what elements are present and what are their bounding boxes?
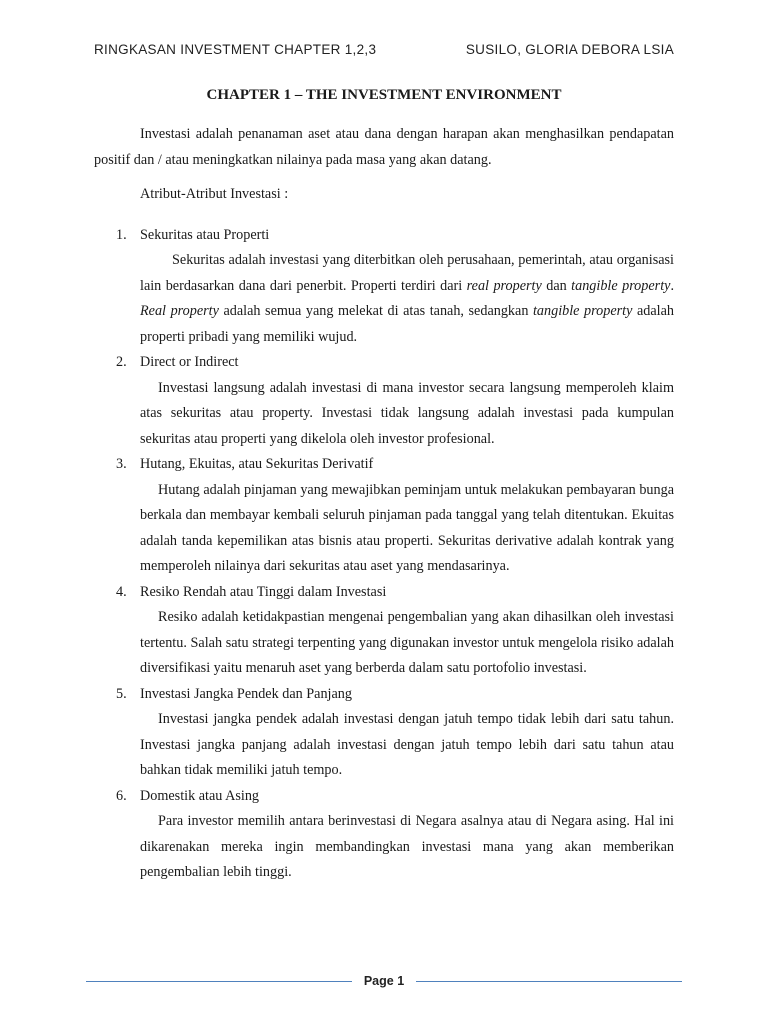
item-description: Resiko adalah ketidakpastian mengenai pengembalian yang akan dihasilkan oleh investasi tertentu. Salah satu strategi terpenting yang digunakan investor untuk mengelola risiko adalah diversifikasi yaitu menaruh aset yang berberda dalam satu portofolio investasi.	[140, 609, 674, 676]
list-item	[94, 350, 674, 452]
item-title: Sekuritas atau Properti	[140, 226, 270, 243]
page-footer	[86, 970, 682, 992]
page-header	[94, 42, 674, 57]
desc-text: Sekuritas adalah investasi yang diterbitkan oleh perusahaan, pemerintah, atau organisasi lain berdasarkan dana dari penerbit. Properti terdiri dari	[140, 252, 674, 294]
item-number: 6.	[116, 787, 127, 804]
item-number: 3.	[116, 456, 127, 472]
item-number: 4.	[116, 583, 127, 600]
header-left-title: RINGKASAN INVESTMENT CHAPTER 1,2,3	[94, 42, 377, 57]
list-item	[94, 682, 674, 784]
item-number: 2.	[116, 354, 127, 370]
footer-rule-right	[416, 981, 682, 982]
item-description: Hutang adalah pinjaman yang mewajibkan peminjam untuk melakukan pembayaran bunga berkala dan membayar kembali seluruh pinjaman pada tanggal yang telah ditentukan. Ekuitas adalah tanda kepemilikan atas bisnis atau properti. Sekuritas derivative adalah kontrak yang memperoleh nilainya dari sekuritas atau aset yang mendasarinya.	[140, 481, 674, 574]
item-description: Para investor memilih antara berinvestasi di Negara asalnya atau di Negara asing. Hal ini dikarenakan mereka ingin membandingkan investasi mana yang akan memberikan pengembalian lebih tinggi.	[140, 813, 674, 880]
desc-italic: tangible property	[532, 303, 633, 319]
desc-text: dan	[541, 277, 572, 294]
item-number: 5.	[116, 685, 127, 702]
item-description: Investasi langsung adalah investasi di mana investor secara langsung memperoleh klaim atas sekuritas atau property. Investasi tidak langsung adalah investasi pada kumpulan sekuritas atau properti yang dikelola oleh investor profesional.	[140, 379, 674, 447]
desc-text: .	[670, 277, 674, 294]
attributes-heading: Atribut-Atribut Investasi :	[140, 186, 289, 202]
chapter-title: CHAPTER 1 – THE INVESTMENT ENVIRONMENT	[206, 87, 562, 103]
desc-italic: Real property	[140, 303, 219, 319]
item-description: Investasi jangka pendek adalah investasi dengan jatuh tempo tidak lebih dari satu tahun. Investasi jangka panjang adalah investasi dengan jatuh tempo lebih dari satu tahun atau bahkan tidak memiliki jatuh tempo.	[140, 711, 674, 778]
item-title: Hutang, Ekuitas, atau Sekuritas Derivatif	[140, 456, 374, 472]
desc-italic: tangible property	[571, 277, 671, 294]
item-title: Investasi Jangka Pendek dan Panjang	[140, 685, 352, 702]
page-number: Page 1	[363, 974, 405, 988]
item-title: Resiko Rendah atau Tinggi dalam Investasi	[140, 583, 387, 600]
list-item	[94, 223, 674, 351]
item-title: Direct or Indirect	[140, 354, 239, 370]
desc-text: adalah semua yang melekat di atas tanah, sedangkan	[218, 303, 533, 319]
item-number: 1.	[116, 226, 127, 243]
attribute-list	[94, 223, 674, 886]
header-author: SUSILO, GLORIA DEBORA LSIA	[465, 42, 674, 57]
desc-text: adalah properti pribadi yang memiliki wujud.	[140, 303, 674, 345]
item-title: Domestik atau Asing	[140, 787, 260, 804]
list-item	[94, 452, 674, 580]
footer-rule-left	[86, 981, 352, 982]
list-item	[94, 784, 674, 886]
desc-italic: real property	[466, 277, 542, 294]
intro-paragraph: Investasi adalah penanaman aset atau dana dengan harapan akan menghasilkan pendapatan positif dan / atau meningkatkan nilainya pada masa yang akan datang.	[94, 126, 674, 168]
list-item	[94, 580, 674, 682]
document-body	[94, 122, 674, 886]
item-description	[140, 248, 674, 350]
